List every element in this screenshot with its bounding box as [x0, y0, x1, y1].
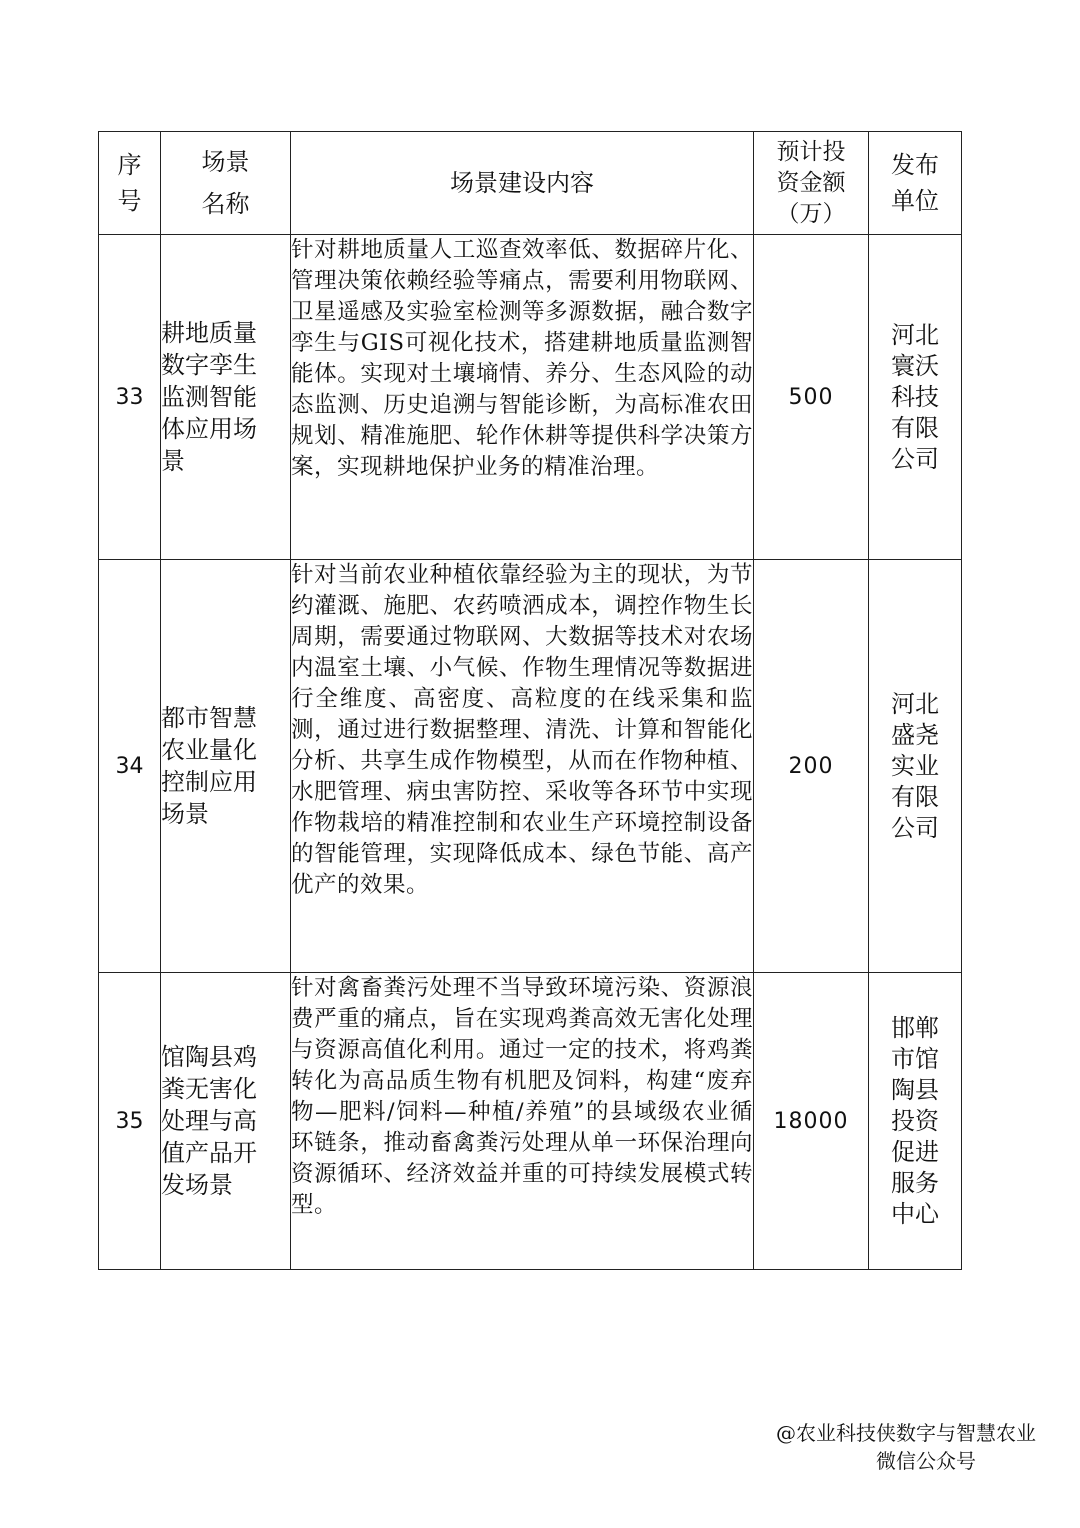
- scene-content: 针对禽畜粪污处理不当导致环境污染、资源浪费严重的痛点，旨在实现鸡粪高效无害化处理与资源高值化利用。通过一定的技术，将鸡粪转化为高品质生物有机肥及饲料，构建“废弃物—肥料/饲料—种植/养殖”的县域级农业循环链条，推动畜禽粪污处理从单一环保治理向资源循环、经济效益并重的可持续发展模式转型。: [291, 973, 754, 1270]
- investment-amount: 18000: [754, 973, 869, 1270]
- header-unit: 发布 单位: [869, 132, 962, 235]
- table-header-row: [99, 132, 962, 235]
- scene-content: 针对当前农业种植依靠经验为主的现状，为节约灌溉、施肥、农药喷洒成本，调控作物生长周期，需要通过物联网、大数据等技术对农场内温室土壤、小气候、作物生理情况等数据进行全维度、高密度、高粒度的在线采集和监测，通过进行数据整理、清洗、计算和智能化分析、共享生成作物模型，从而在作物种植、水肥管理、病虫害防控、采收等各环节中实现作物栽培的精准控制和农业生产环境控制设备的智能管理，实现降低成本、绿色节能、高产优产的效果。: [291, 560, 754, 973]
- publishing-unit: 河北 寰沃 科技 有限 公司: [869, 235, 962, 560]
- row-number: 33: [99, 235, 161, 560]
- table-row: [99, 235, 962, 560]
- header-amount: 预计投 资金额 （万）: [754, 132, 869, 235]
- row-number: 34: [99, 560, 161, 973]
- scene-name: 馆陶县鸡 粪无害化 处理与高 值产品开 发场景: [161, 973, 291, 1270]
- table-row: [99, 973, 962, 1270]
- investment-amount: 200: [754, 560, 869, 973]
- watermark-footer: [776, 1419, 1036, 1475]
- scene-table: [98, 131, 962, 1270]
- footer-platform: 微信公众号: [876, 1449, 976, 1473]
- scene-name: 耕地质量 数字孪生 监测智能 体应用场 景: [161, 235, 291, 560]
- investment-amount: 500: [754, 235, 869, 560]
- table-row: [99, 560, 962, 973]
- header-name: 场景 名称: [161, 132, 291, 235]
- publishing-unit: 河北 盛尧 实业 有限 公司: [869, 560, 962, 973]
- footer-account: @农业科技侠数字与智慧农业: [776, 1421, 1036, 1445]
- header-content: 场景建设内容: [291, 132, 754, 235]
- publishing-unit: 邯郸 市馆 陶县 投资 促进 服务 中心: [869, 973, 962, 1270]
- scene-name: 都市智慧 农业量化 控制应用 场景: [161, 560, 291, 973]
- scene-content: 针对耕地质量人工巡查效率低、数据碎片化、管理决策依赖经验等痛点，需要利用物联网、卫星遥感及实验室检测等多源数据，融合数字孪生与GIS可视化技术，搭建耕地质量监测智能体。实现对土壤墒情、养分、生态风险的动态监测、历史追溯与智能诊断，为高标准农田规划、精准施肥、轮作休耕等提供科学决策方案，实现耕地保护业务的精准治理。: [291, 235, 754, 560]
- header-no: 序 号: [99, 132, 161, 235]
- row-number: 35: [99, 973, 161, 1270]
